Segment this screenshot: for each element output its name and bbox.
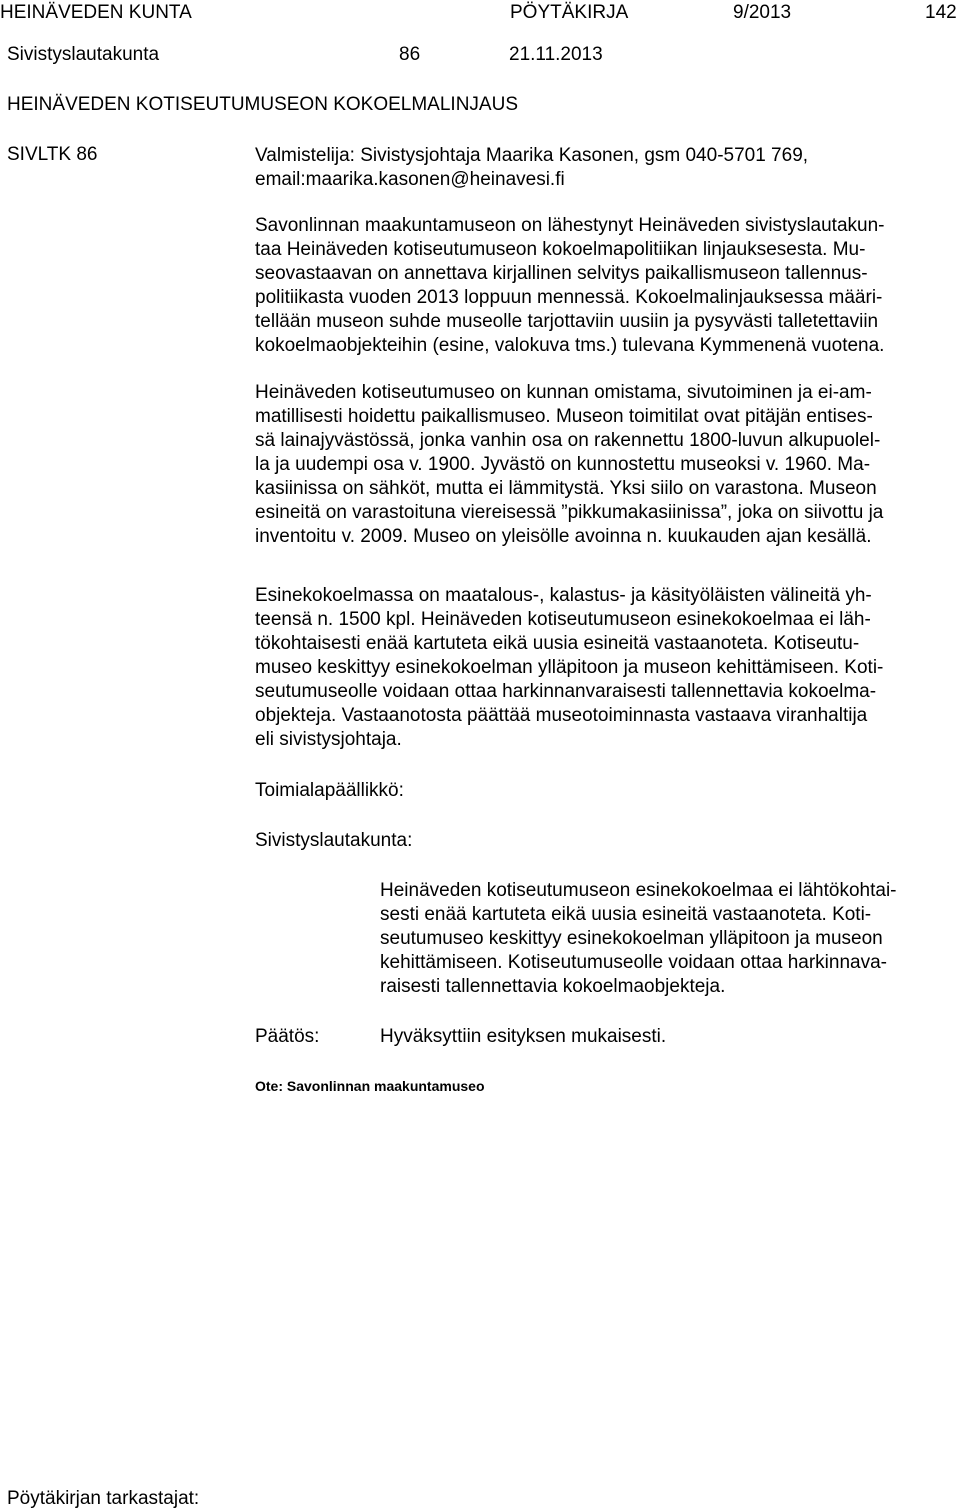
text-line: museo keskittyy esinekokoelman ylläpitoon ja museon kehittämiseen. Koti-	[255, 657, 884, 678]
text-line: Savonlinnan maakuntamuseon on lähestynyt Heinäveden sivistyslautakun-	[255, 215, 885, 236]
text-line: esineitä on varastoituna viereisessä ”pikkumakasiinissa”, joka on siivottu ja	[255, 502, 884, 523]
text-line: Heinäveden kotiseutumuseo on kunnan omistama, sivutoiminen ja ei-am-	[255, 382, 872, 403]
text-line: tellään museon suhde museolle tarjottaviin uusiin ja pysyvästi talletettaviin	[255, 311, 879, 332]
case-reference: SIVLTK 86	[7, 144, 98, 165]
text-line: seutumuseo keskittyy esinekokoelman ylläpitoon ja museon	[380, 928, 883, 949]
text-line: teensä n. 1500 kpl. Heinäveden kotiseutumuseon esinekokoelmaa ei läh-	[255, 609, 871, 630]
document-title: HEINÄVEDEN KOTISEUTUMUSEON KOKOELMALINJAUS	[7, 94, 518, 115]
text-line: Heinäveden kotiseutumuseon esinekokoelmaa ei lähtökohtai-	[380, 880, 897, 901]
text-line: eli sivistysjohtaja.	[255, 729, 402, 750]
proposal-text	[380, 879, 897, 999]
preparer-line: email:maarika.kasonen@heinavesi.fi	[255, 169, 565, 190]
text-line: seutumuseolle voidaan ottaa harkinnanvaraisesti tallennettavia kokoelma-	[255, 681, 877, 702]
paragraph-collection	[255, 584, 883, 752]
text-line: kehittämiseen. Kotiseutumuseolle voidaan ottaa harkinnava-	[380, 952, 887, 973]
text-line: kokoelmaobjekteihin (esine, valokuva tms.) tulevana Kymmenenä vuotena.	[255, 335, 885, 356]
text-line: sä lainajyvästössä, jonka vanhin osa on rakennettu 1800-luvun alkupuolel-	[255, 430, 881, 451]
header-committee: Sivistyslautakunta	[7, 44, 160, 65]
text-line: tökohtaisesti enää kartuteta eikä uusia esineitä vastaanoteta. Kotiseutu-	[255, 633, 860, 654]
header-date: 21.11.2013	[509, 44, 603, 65]
paragraph-museo-description	[255, 381, 883, 549]
text-line: taa Heinäveden kotiseutumuseon kokoelmapolitiikan linjauksesesta. Mu-	[255, 239, 866, 260]
text-line: objekteja. Vastaanotosta päättää museotoiminnasta vastaava viranhaltija	[255, 705, 868, 726]
header-municipality: HEINÄVEDEN KUNTA	[0, 2, 192, 23]
header-doc-type: PÖYTÄKIRJA	[510, 2, 629, 23]
text-line: sesti enää kartuteta eikä uusia esineitä vastaanoteta. Koti-	[380, 904, 872, 925]
text-line: la ja uudempi osa v. 1900. Jyvästö on kunnostettu museoksi v. 1960. Ma-	[255, 454, 871, 475]
text-line: politiikasta vuoden 2013 loppuun mennessä. Kokoelmalinjauksessa määri-	[255, 287, 883, 308]
preparer-info	[255, 144, 808, 192]
label-department-head: Toimialapäällikkö:	[255, 780, 404, 801]
label-minutes-reviewers: Pöytäkirjan tarkastajat:	[7, 1488, 200, 1509]
decision-text: Hyväksyttiin esityksen mukaisesti.	[380, 1026, 667, 1047]
copy-recipient: Ote: Savonlinnan maakuntamuseo	[255, 1078, 485, 1094]
label-decision: Päätös:	[255, 1026, 320, 1047]
text-line: matillisesti hoidettu paikallismuseo. Museon toimitilat ovat pitäjän entises-	[255, 406, 873, 427]
header-section-number: 86	[399, 44, 421, 65]
text-line: Esinekokoelmassa on maatalous-, kalastus- ja käsityöläisten välineitä yh-	[255, 585, 872, 606]
header-issue: 9/2013	[733, 2, 792, 23]
text-line: raisesti tallennettavia kokoelmaobjekteja.	[380, 976, 726, 997]
text-line: inventoitu v. 2009. Museo on yleisölle avoinna n. kuukauden ajan kesällä.	[255, 526, 872, 547]
header-page-number: 142	[925, 2, 957, 23]
preparer-line: Valmistelija: Sivistysjohtaja Maarika Kasonen, gsm 040-5701 769,	[255, 145, 809, 166]
paragraph-background	[255, 214, 885, 358]
text-line: kasiinissa on sähköt, mutta ei lämmitystä. Yksi siilo on varastona. Museon	[255, 478, 877, 499]
label-committee: Sivistyslautakunta:	[255, 830, 413, 851]
text-line: seovastaavan on annettava kirjallinen selvitys paikallismuseon tallennus-	[255, 263, 868, 284]
